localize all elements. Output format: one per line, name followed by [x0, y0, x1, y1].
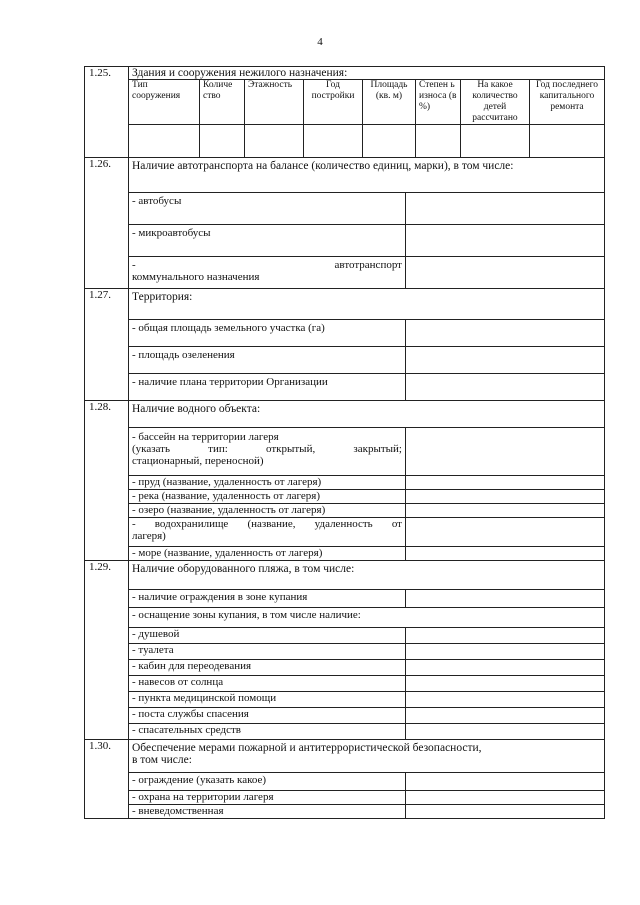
col-header: Тип сооружения [129, 80, 200, 125]
section-number: 1.28. [85, 401, 129, 561]
blank-cell[interactable] [416, 125, 461, 158]
blank-cell[interactable] [129, 125, 200, 158]
item-label: - туалета [129, 644, 406, 660]
value-cell[interactable] [406, 692, 605, 708]
item-label: - автобусы [129, 193, 406, 225]
item-label: - микроавтобусы [129, 225, 406, 257]
section-title: Здания и сооружения нежилого назначения: [129, 67, 605, 80]
section-number: 1.29. [85, 561, 129, 740]
col-header: Этажность [245, 80, 304, 125]
page-number: 4 [317, 36, 323, 48]
section-title-line: Обеспечение мерами пожарной и антитеррористической безопасности, [132, 742, 482, 754]
section-title: Наличие водного объекта: [129, 401, 605, 428]
value-cell[interactable] [406, 773, 605, 791]
form-table [84, 66, 605, 819]
item-label [129, 428, 406, 476]
section-title: Наличие автотранспорта на балансе (количество единиц, марки), в том числе: [129, 158, 605, 193]
col-header: Год постройки [304, 80, 363, 125]
item-label: - наличие плана территории Организации [129, 374, 406, 401]
section-title-line: в том числе: [132, 754, 192, 766]
value-cell[interactable] [406, 374, 605, 401]
item-label-line: стационарный, переносной) [132, 455, 264, 467]
value-cell[interactable] [406, 257, 605, 289]
value-cell[interactable] [406, 193, 605, 225]
value-cell[interactable] [406, 490, 605, 504]
col-header: На какое количество детей рассчитано [461, 80, 530, 125]
value-cell[interactable] [406, 225, 605, 257]
blank-cell[interactable] [200, 125, 245, 158]
item-label: - море (название, удаленность от лагеря) [129, 547, 406, 561]
item-label: - озеро (название, удаленность от лагеря) [129, 504, 406, 518]
item-label: - пункта медицинской помощи [129, 692, 406, 708]
value-cell[interactable] [406, 518, 605, 547]
col-header: Год последнего капитального ремонта [530, 80, 605, 125]
section-title: Территория: [129, 289, 605, 320]
section-number: 1.27. [85, 289, 129, 401]
item-label-part: автотранспорт [334, 259, 402, 271]
item-label: - пруд (название, удаленность от лагеря) [129, 476, 406, 490]
value-cell[interactable] [406, 547, 605, 561]
blank-cell[interactable] [530, 125, 605, 158]
section-number: 1.25. [85, 67, 129, 158]
item-label: - ограждение (указать какое) [129, 773, 406, 791]
value-cell[interactable] [406, 476, 605, 490]
item-label: - площадь озеленения [129, 347, 406, 374]
item-label-part: коммунального назначения [132, 271, 260, 283]
section-title [129, 740, 605, 773]
value-cell[interactable] [406, 347, 605, 374]
item-label-part: - [132, 259, 136, 271]
item-label: - охрана на территории лагеря [129, 791, 406, 805]
value-cell[interactable] [406, 320, 605, 347]
item-label: - река (название, удаленность от лагеря) [129, 490, 406, 504]
value-cell[interactable] [406, 724, 605, 740]
item-label-line: (указать тип: открытый, закрытый; [132, 443, 402, 455]
item-label: - вневедомственная [129, 805, 406, 819]
value-cell[interactable] [406, 708, 605, 724]
value-cell[interactable] [406, 428, 605, 476]
item-label [129, 518, 406, 547]
blank-cell[interactable] [363, 125, 416, 158]
value-cell[interactable] [406, 590, 605, 608]
item-label: - общая площадь земельного участка (га) [129, 320, 406, 347]
item-label-line: лагеря) [132, 530, 166, 542]
value-cell[interactable] [406, 660, 605, 676]
item-label [129, 257, 406, 289]
item-label: - навесов от солнца [129, 676, 406, 692]
value-cell[interactable] [406, 676, 605, 692]
item-label: - кабин для переодевания [129, 660, 406, 676]
item-label-line: - бассейн на территории лагеря [132, 431, 279, 443]
value-cell[interactable] [406, 504, 605, 518]
item-label: - душевой [129, 628, 406, 644]
blank-cell[interactable] [304, 125, 363, 158]
value-cell[interactable] [406, 805, 605, 819]
blank-cell[interactable] [245, 125, 304, 158]
item-label-line: - водохранилище (название, удаленность от [132, 518, 402, 530]
value-cell[interactable] [406, 791, 605, 805]
section-number: 1.30. [85, 740, 129, 819]
section-number: 1.26. [85, 158, 129, 289]
item-label: - поста службы спасения [129, 708, 406, 724]
col-header: Количе ство [200, 80, 245, 125]
item-label: - спасательных средств [129, 724, 406, 740]
col-header: Площадь (кв. м) [363, 80, 416, 125]
col-header: Степен ь износа (в %) [416, 80, 461, 125]
value-cell[interactable] [406, 628, 605, 644]
blank-cell[interactable] [461, 125, 530, 158]
item-label: - наличие ограждения в зоне купания [129, 590, 406, 608]
section-title: Наличие оборудованного пляжа, в том числе: [129, 561, 605, 590]
item-label: - оснащение зоны купания, в том числе наличие: [129, 608, 605, 628]
value-cell[interactable] [406, 644, 605, 660]
